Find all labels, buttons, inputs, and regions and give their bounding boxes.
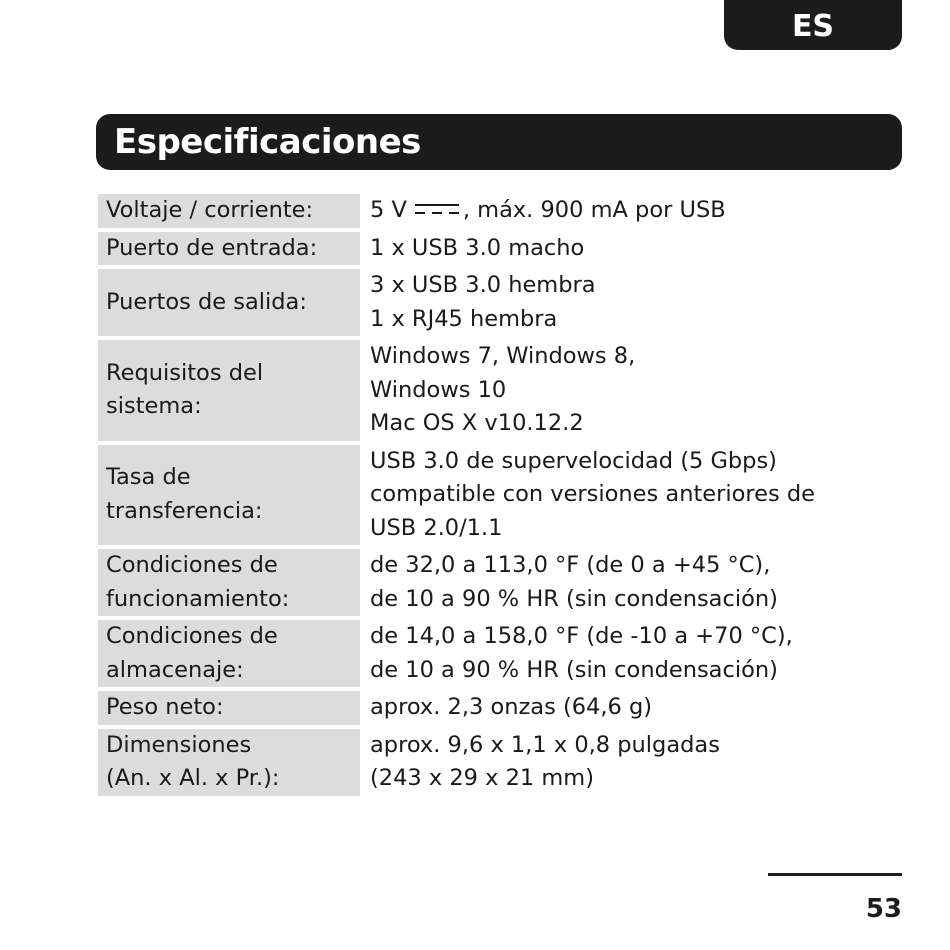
spec-label: Voltaje / corriente: [98,194,360,228]
spec-row-input-port [98,232,858,266]
spec-label: Puertos de salida: [98,269,360,336]
spec-value-suffix: , máx. 900 mA por USB [462,197,726,223]
section-title-bar [96,114,902,170]
page-title: Especificaciones [114,122,421,162]
spec-row-voltage [98,194,858,228]
spec-value: aprox. 2,3 onzas (64,6 g) [370,694,653,720]
spec-row-dimensions [98,729,858,796]
spec-value [360,194,858,228]
spec-label: Requisitos del sistema: [98,340,360,441]
spec-row-storage-conditions [98,620,858,687]
spec-row-transfer-rate [98,445,858,546]
spec-row-operating-conditions [98,549,858,616]
dc-symbol-icon [413,202,461,216]
spec-value: de 32,0 a 113,0 °F (de 0 a +45 °C), de 10 a 90 % HR (sin condensación) [370,552,778,612]
spec-value: de 14,0 a 158,0 °F (de -10 a +70 °C), de 10 a 90 % HR (sin condensación) [370,623,793,683]
spec-value: USB 3.0 de supervelocidad (5 Gbps) compatible con versiones anteriores de USB 2.0/1.1 [370,447,815,541]
spec-table [98,194,858,800]
spec-row-net-weight [98,691,858,725]
spec-label: Dimensiones (An. x Al. x Pr.): [98,729,360,796]
spec-value: 1 x USB 3.0 macho [370,234,585,261]
spec-label: Peso neto: [98,691,360,725]
spec-label: Tasa de transferencia: [98,445,360,546]
spec-value: aprox. 9,6 x 1,1 x 0,8 pulgadas (243 x 29 x 21 mm) [370,731,720,791]
spec-label: Condiciones de funcionamiento: [98,549,360,616]
spec-value: Windows 7, Windows 8, Windows 10 Mac OS X v10.12.2 [370,343,636,436]
spec-row-output-ports [98,269,858,336]
spec-value: 3 x USB 3.0 hembra 1 x RJ45 hembra [370,272,596,332]
page-number-rule [768,873,902,876]
spec-row-system-requirements [98,340,858,441]
language-tab: ES [724,0,902,50]
spec-label: Condiciones de almacenaje: [98,620,360,687]
page-number: 53 [865,894,902,924]
spec-value-prefix: 5 V [370,197,407,223]
spec-label: Puerto de entrada: [98,232,360,266]
